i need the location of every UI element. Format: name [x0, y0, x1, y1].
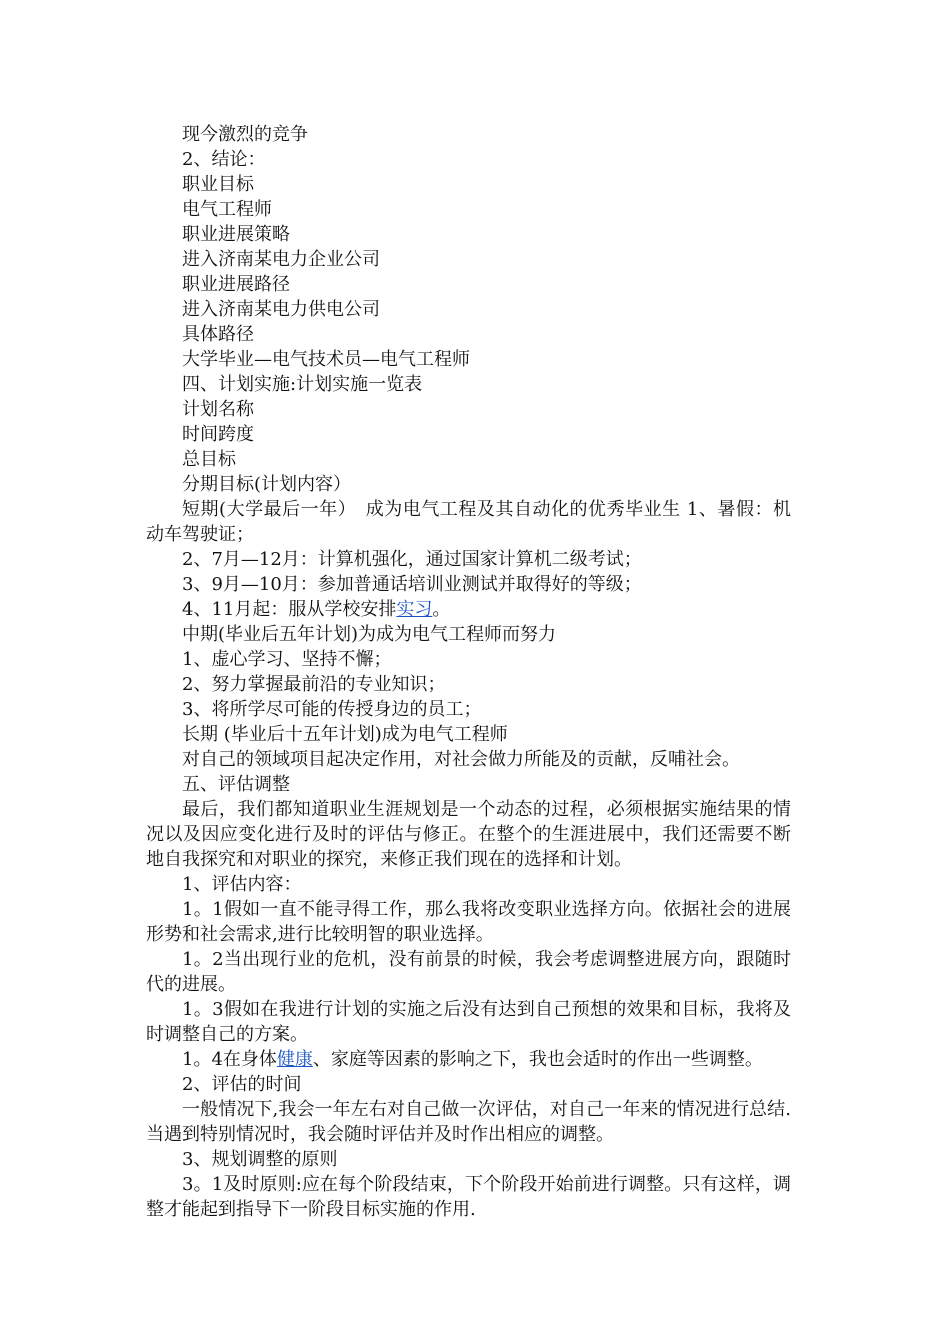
paragraph-text: 1。4在身体	[182, 1049, 277, 1070]
document-body	[146, 122, 791, 1222]
paragraph: 电气工程师	[182, 199, 272, 220]
paragraph: 2、努力掌握最前沿的专业知识；	[182, 674, 446, 695]
paragraph: 一般情况下,我会一年左右对自己做一次评估，对自己一年来的情况进行总结.当遇到特别情况时，我会随时评估并及时作出相应的调整。	[146, 1099, 791, 1145]
paragraph: 进入济南某电力企业公司	[182, 249, 380, 270]
paragraph: 3。1及时原则:应在每个阶段结束，下个阶段开始前进行调整。只有这样，调整才能起到指导下一阶段目标实施的作用.	[146, 1174, 791, 1220]
paragraph: 中期(毕业后五年计划)为成为电气工程师而努力	[182, 624, 557, 645]
health-link[interactable]: 健康	[276, 1049, 313, 1070]
paragraph: 1。2当出现行业的危机，没有前景的时候，我会考虑调整进展方向，跟随时代的进展。	[146, 949, 791, 995]
paragraph: 3、将所学尽可能的传授身边的员工；	[182, 699, 482, 720]
paragraph: 职业进展策略	[182, 224, 290, 245]
paragraph	[146, 597, 791, 622]
paragraph: 1。1假如一直不能寻得工作，那么我将改变职业选择方向。依据社会的进展形势和社会需求,进行比较明智的职业选择。	[146, 899, 791, 945]
paragraph: 对自己的领域项目起决定作用，对社会做力所能及的贡献，反哺社会。	[182, 749, 740, 770]
section-heading: 五、评估调整	[182, 774, 290, 795]
internship-link[interactable]: 实习	[396, 599, 433, 620]
paragraph: 2、7月—12月：计算机强化，通过国家计算机二级考试；	[182, 549, 642, 570]
paragraph: 最后，我们都知道职业生涯规划是一个动态的过程，必须根据实施结果的情况以及因应变化进行及时的评估与修正。在整个的生涯进展中，我们还需要不断地自我探究和对职业的探究，来修正我们现在的选择和计划。	[146, 799, 791, 870]
paragraph	[146, 1047, 791, 1072]
paragraph: 1、评估内容：	[182, 874, 302, 895]
paragraph-text: 、家庭等因素的影响之下，我也会适时的作出一些调整。	[312, 1049, 763, 1070]
paragraph: 总目标	[182, 449, 236, 470]
paragraph: 分期目标(计划内容）	[182, 474, 352, 495]
paragraph: 职业目标	[182, 174, 254, 195]
paragraph: 具体路径	[182, 324, 254, 345]
paragraph: 2、评估的时间	[182, 1074, 302, 1095]
paragraph: 计划名称	[182, 399, 254, 420]
paragraph: 现今激烈的竞争	[182, 124, 308, 145]
paragraph: 进入济南某电力供电公司	[182, 299, 380, 320]
paragraph: 2、结论：	[182, 149, 266, 170]
paragraph-text: 4、11月起：服从学校安排	[182, 599, 397, 620]
paragraph: 时间跨度	[182, 424, 254, 445]
paragraph: 3、规划调整的原则	[182, 1149, 338, 1170]
paragraph: 1、虚心学习、坚持不懈；	[182, 649, 392, 670]
paragraph: 1。3假如在我进行计划的实施之后没有达到自己预想的效果和目标，我将及时调整自己的方案。	[146, 999, 791, 1045]
paragraph: 职业进展路径	[182, 274, 290, 295]
paragraph-text: 。	[432, 599, 451, 620]
section-heading: 四、计划实施:计划实施一览表	[182, 374, 423, 395]
paragraph: 长期 (毕业后十五年计划)成为电气工程师	[182, 724, 508, 745]
paragraph: 大学毕业—电气技术员—电气工程师	[182, 349, 470, 370]
paragraph: 短期(大学最后一年） 成为电气工程及其自动化的优秀毕业生 1、暑假：机动车驾驶证；	[146, 499, 791, 545]
paragraph: 3、9月—10月：参加普通话培训业测试并取得好的等级；	[182, 574, 642, 595]
